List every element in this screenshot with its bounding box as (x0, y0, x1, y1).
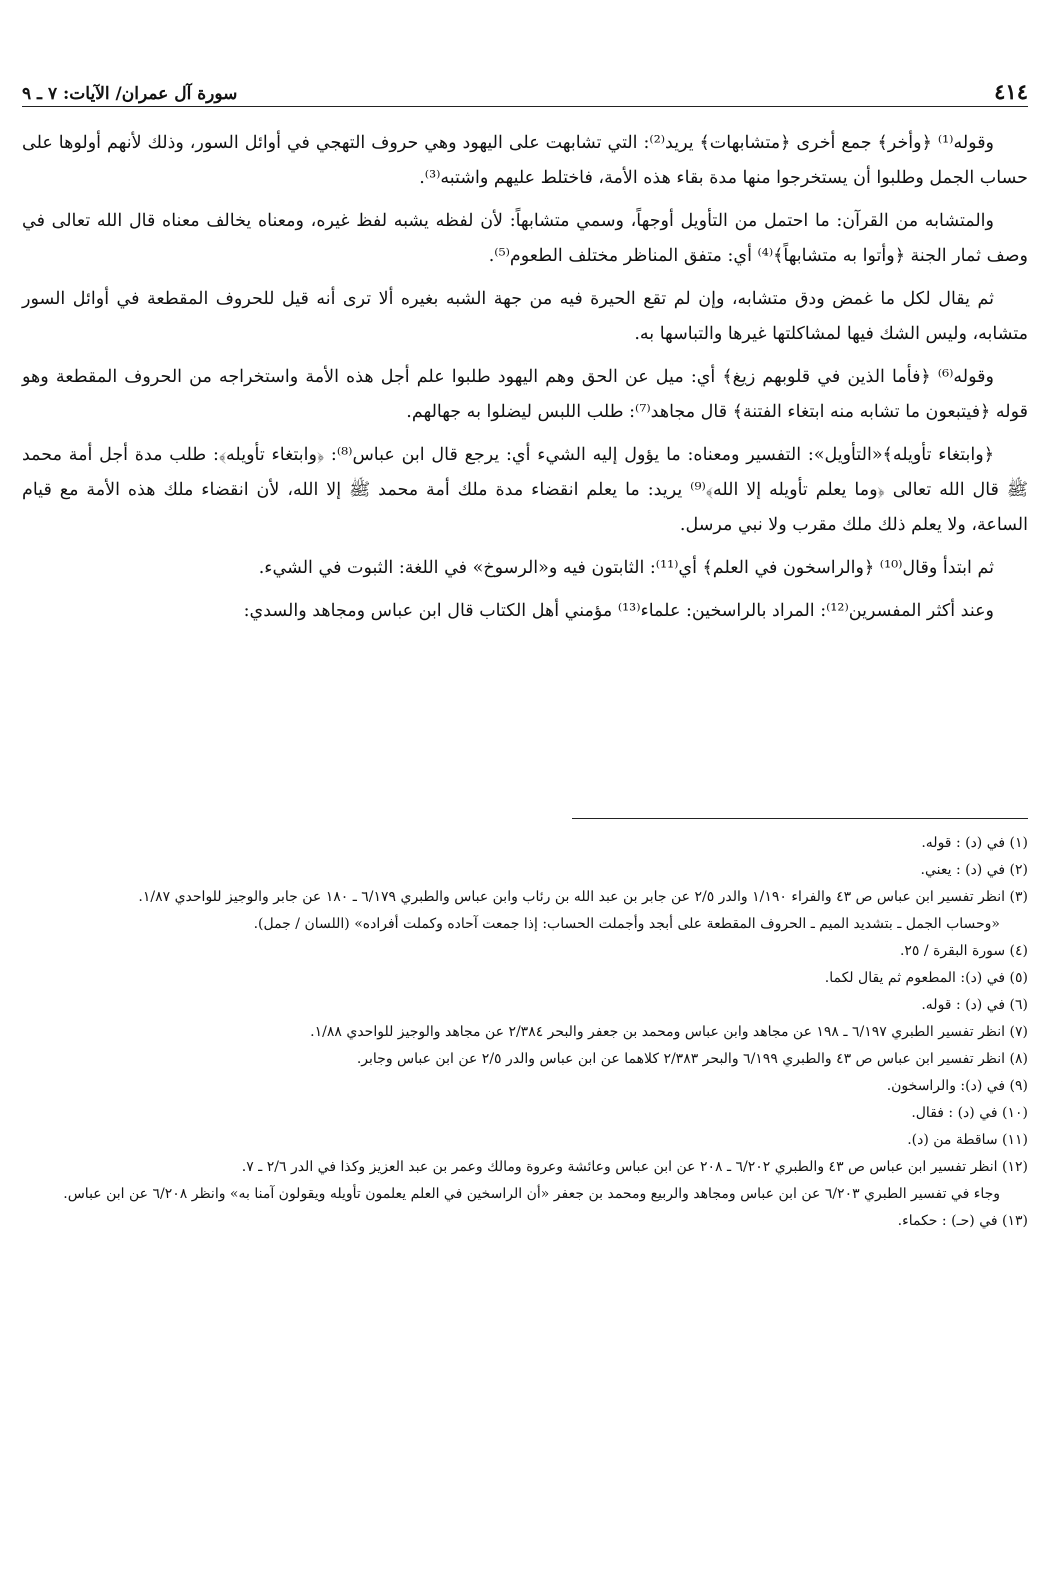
paragraph: وقوله⁽⁶⁾ ﴿فأما الذين في قلوبهم زيغ﴾ أي: ميل عن الحق وهم اليهود طلبوا علم أجل هذه الأمة واستخراجه من الحروف المقطعة وهو قوله ﴿فيتبعون ما تشابه منه ابتغاء الفتنة﴾ قال مجاهد⁽⁷⁾: طلب اللبس ليضلوا به جهالهم. (22, 367, 1028, 422)
paragraph: ثم يقال لكل ما غمض ودق متشابه، وإن لم تقع الحيرة فيه من جهة الشبه بغيره ألا ترى أنه قيل للحروف المقطعة في أوائل السور متشابه، وليس الشك فيها لمشاكلتها غيرها والتباسها به. (22, 289, 1028, 344)
footnote: (١٣) في (حـ) : حكماء. (897, 1213, 1028, 1229)
footnote: (١٢) انظر تفسير ابن عباس ص ٤٣ والطبري ٦/٢٠٢ ـ ٢٠٨ عن ابن عباس وعائشة وعروة ومالك وعمر بن عبد العزيز وكذا في الدر ٢/٦ ـ ٧. (241, 1159, 1028, 1175)
footnote: (٩) في (د): والراسخون. (886, 1078, 1028, 1094)
footnote: (٦) في (د) : قوله. (921, 997, 1028, 1013)
book-page (22, 0, 1028, 1581)
footnote-separator (572, 818, 1028, 819)
footnote-continuation: وجاء في تفسير الطبري ٦/٢٠٣ عن ابن عباس ومجاهد والربيع ومحمد بن جعفر «أن الراسخين في العلم يعلمون تأويله ويقولون آمنا به» وانظر ٦/٢٠٨ عن ابن عباس. (63, 1186, 1000, 1202)
footnote: (٢) في (د) : يعني. (920, 862, 1028, 878)
footnote-continuation: «وحساب الجمل ـ بتشديد الميم ـ الحروف المقطعة على أبجد وأجملت الحساب: إذا جمعت آحاده وكملت أفراده» (اللسان / جمل). (253, 916, 1000, 932)
footnote: (١١) ساقطة من (د). (907, 1132, 1028, 1148)
paragraph: ﴿وابتغاء تأويله﴾«التأويل»: التفسير ومعناه: ما يؤول إليه الشيء أي: يرجع قال ابن عباس⁽⁸⁾: ﴿وابتغاء تأويله﴾: طلب مدة أجل أمة محمد ﷺ قال الله تعالى ﴿وما يعلم تأويله إلا الله﴾⁽⁹⁾ يريد: ما يعلم انقضاء مدة ملك أمة محمد ﷺ إلا الله، لأن انقضاء ملك هذه الأمة مع قيام الساعة، ولا يعلم ذلك ملك مقرب ولا نبي مرسل. (22, 445, 1028, 535)
footnote: (٥) في (د): المطعوم ثم يقال لكما. (824, 970, 1028, 986)
footnote: (٨) انظر تفسير ابن عباس ص ٤٣ والطبري ٦/١٩٩ والبحر ٢/٣٨٣ كلاهما عن ابن عباس والدر ٢/٥ عن ابن عباس وجابر. (356, 1051, 1028, 1067)
paragraph: ثم ابتدأ وقال⁽¹⁰⁾ ﴿والراسخون في العلم﴾ أي⁽¹¹⁾: الثابتون فيه و«الرسوخ» في اللغة: الثبوت في الشيء. (258, 558, 994, 578)
paragraph: والمتشابه من القرآن: ما احتمل من التأويل أوجهاً، وسمي متشابهاً: لأن لفظه يشبه لفظ غيره، ومعناه يخالف معناه قال الله تعالى في وصف ثمار الجنة ﴿وأتوا به متشابهاً﴾⁽⁴⁾ أي: متفق المناظر مختلف الطعوم⁽⁵⁾. (22, 211, 1028, 266)
page-header (22, 70, 1028, 107)
running-title: سورة آل عمران/ الآيات: ٧ ـ ٩ (22, 84, 238, 104)
paragraph: وعند أكثر المفسرين⁽¹²⁾: المراد بالراسخين: علماء⁽¹³⁾ مؤمني أهل الكتاب قال ابن عباس ومجاهد والسدي: (243, 601, 994, 621)
footnote: (٧) انظر تفسير الطبري ٦/١٩٧ ـ ١٩٨ عن مجاهد وابن عباس ومحمد بن جعفر والبحر ٢/٣٨٤ عن مجاهد والوجيز للواحدي ١/٨٨. (310, 1024, 1028, 1040)
main-text (22, 126, 1028, 637)
footnote: (٣) انظر تفسير ابن عباس ص ٤٣ والفراء ١/١٩٠ والدر ٢/٥ عن جابر بن عبد الله بن رئاب وابن عباس والطبري ٦/١٧٩ ـ ١٨٠ عن جابر والوجيز للواحدي ١/٨٧. (138, 889, 1028, 905)
page-number: ٤١٤ (994, 79, 1028, 104)
footnote: (١) في (د) : قوله. (921, 835, 1028, 851)
footnote: (٤) سورة البقرة / ٢٥. (899, 943, 1028, 959)
footnotes (22, 830, 1028, 1235)
paragraph: وقوله⁽¹⁾ ﴿وأخر﴾ جمع أخرى ﴿متشابهات﴾ يريد⁽²⁾: التي تشابهت على اليهود وهي حروف التهجي في أوائل السور، وذلك لأنهم أولوها على حساب الجمل وطلبوا أن يستخرجوا منها مدة بقاء هذه الأمة، فاختلط عليهم واشتبه⁽³⁾. (22, 133, 1028, 188)
footnote: (١٠) في (د) : فقال. (911, 1105, 1028, 1121)
